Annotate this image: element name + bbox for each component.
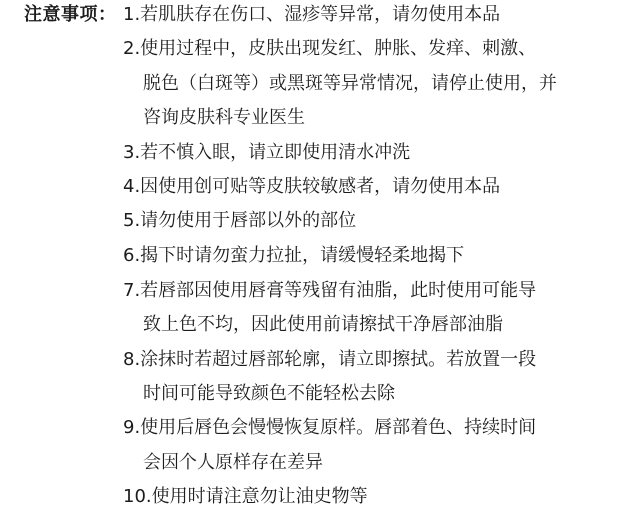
item-2-line-3: 咨询皮肤科专业医生 xyxy=(143,107,305,128)
item-3-line-1: 3.若不慎入眼，请立即使用清水冲洗 xyxy=(123,142,411,163)
item-2-line-1: 2.使用过程中，皮肤出现发红、肿胀、发痒、刺激、 xyxy=(123,38,537,59)
item-9-line-2: 会因个人原样存在差异 xyxy=(143,452,323,473)
item-7-line-2: 致上色不均，因此使用前请擦拭干净唇部油脂 xyxy=(143,314,503,335)
item-10-line-1: 10.使用时请注意勿让油史物等 xyxy=(123,486,368,507)
item-8-line-2: 时间可能导致颜色不能轻松去除 xyxy=(143,383,395,404)
item-8-line-1: 8.涂抹时若超过唇部轮廓，请立即擦拭。若放置一段 xyxy=(123,349,537,370)
item-2-line-2: 脱色（白斑等）或黑斑等异常情况，请停止使用，并 xyxy=(143,73,557,94)
item-9-line-1: 9.使用后唇色会慢慢恢复原样。唇部着色、持续时间 xyxy=(123,417,537,438)
item-1-line-1: 1.若肌肤存在伤口、湿疹等异常，请勿使用本品 xyxy=(123,4,501,25)
precautions-heading: 注意事项： xyxy=(24,4,117,25)
item-4-line-1: 4.因使用创可贴等皮肤较敏感者，请勿使用本品 xyxy=(123,176,501,197)
item-5-line-1: 5.请勿使用于唇部以外的部位 xyxy=(123,210,357,231)
item-6-line-1: 6.揭下时请勿蛮力拉扯，请缓慢轻柔地揭下 xyxy=(123,245,465,266)
item-7-line-1: 7.若唇部因使用唇膏等残留有油脂，此时使用可能导 xyxy=(123,280,537,301)
